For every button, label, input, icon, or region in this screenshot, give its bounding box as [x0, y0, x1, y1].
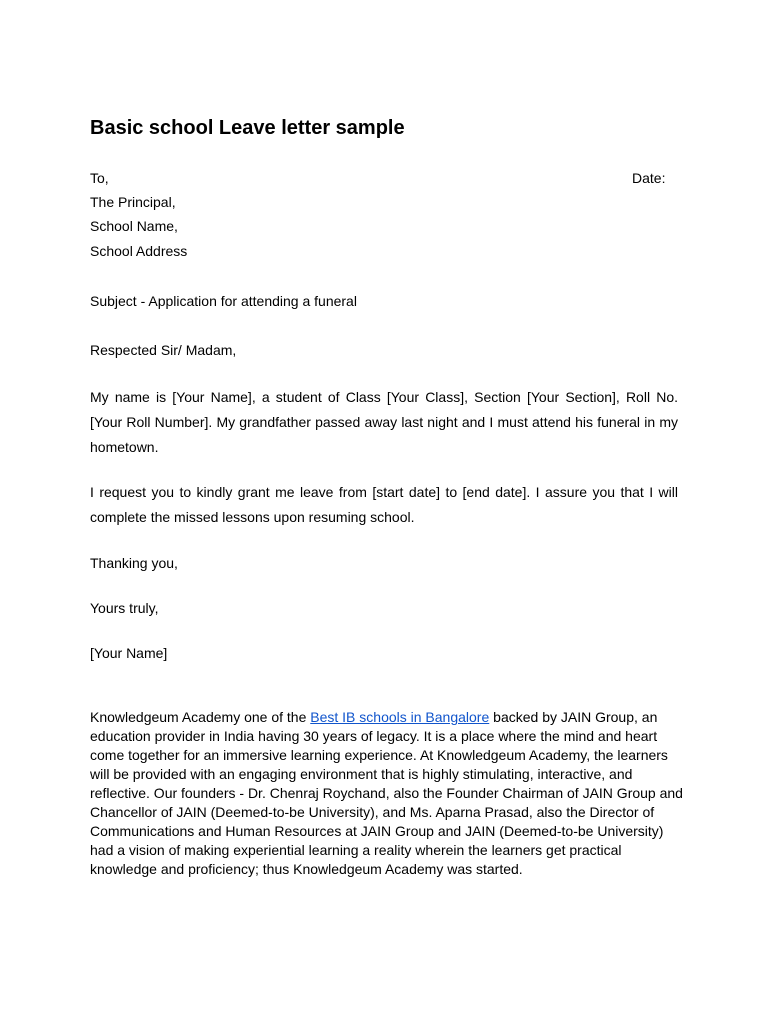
promo-text-before-link: Knowledgeum Academy one of the	[90, 709, 311, 725]
letter-subject: Subject - Application for attending a funeral	[90, 293, 357, 309]
address-to: To,	[90, 170, 109, 186]
letter-body-paragraph-1: My name is [Your Name], a student of Class [Your Class], Section [Your Section], Roll No. [Your Roll Number]. My grandfather passed away last night and I must attend his funeral in my hometown.	[90, 389, 678, 455]
promo-text-after-link: backed by JAIN Group, an education provider in India having 30 years of legacy. It is a place where the mind and heart come together for an immersive learning experience. At Knowledgeum Academy, the learners will be provided with an engaging environment that is highly stimulating, interactive, and reflective. Our founders - Dr. Chenraj Roychand, also the Founder Chairman of JAIN Group and Chancellor of JAIN (Deemed-to-be University), and Ms. Aparna Prasad, also the Director of Communications and Human Resources at JAIN Group and JAIN (Deemed-to-be University) had a vision of making experiential learning a reality wherein the learners get practical knowledge and proficiency; thus Knowledgeum Academy was started.	[90, 709, 683, 877]
best-ib-schools-link[interactable]: Best IB schools in Bangalore	[310, 709, 490, 725]
date-label: Date:	[632, 170, 666, 186]
school-name: School Name,	[90, 218, 178, 234]
letter-body-paragraph-2: I request you to kindly grant me leave from [start date] to [end date]. I assure you that I will complete the missed lessons upon resuming school.	[90, 484, 678, 525]
letter-sign-off: Yours truly,	[90, 600, 159, 616]
document-title: Basic school Leave letter sample	[90, 117, 405, 139]
letter-salutation: Respected Sir/ Madam,	[90, 342, 237, 358]
recipient-title: The Principal,	[90, 194, 176, 210]
signature-name: [Your Name]	[90, 645, 168, 661]
school-address: School Address	[90, 243, 188, 259]
promo-paragraph	[90, 708, 690, 879]
letter-closing: Thanking you,	[90, 555, 178, 571]
